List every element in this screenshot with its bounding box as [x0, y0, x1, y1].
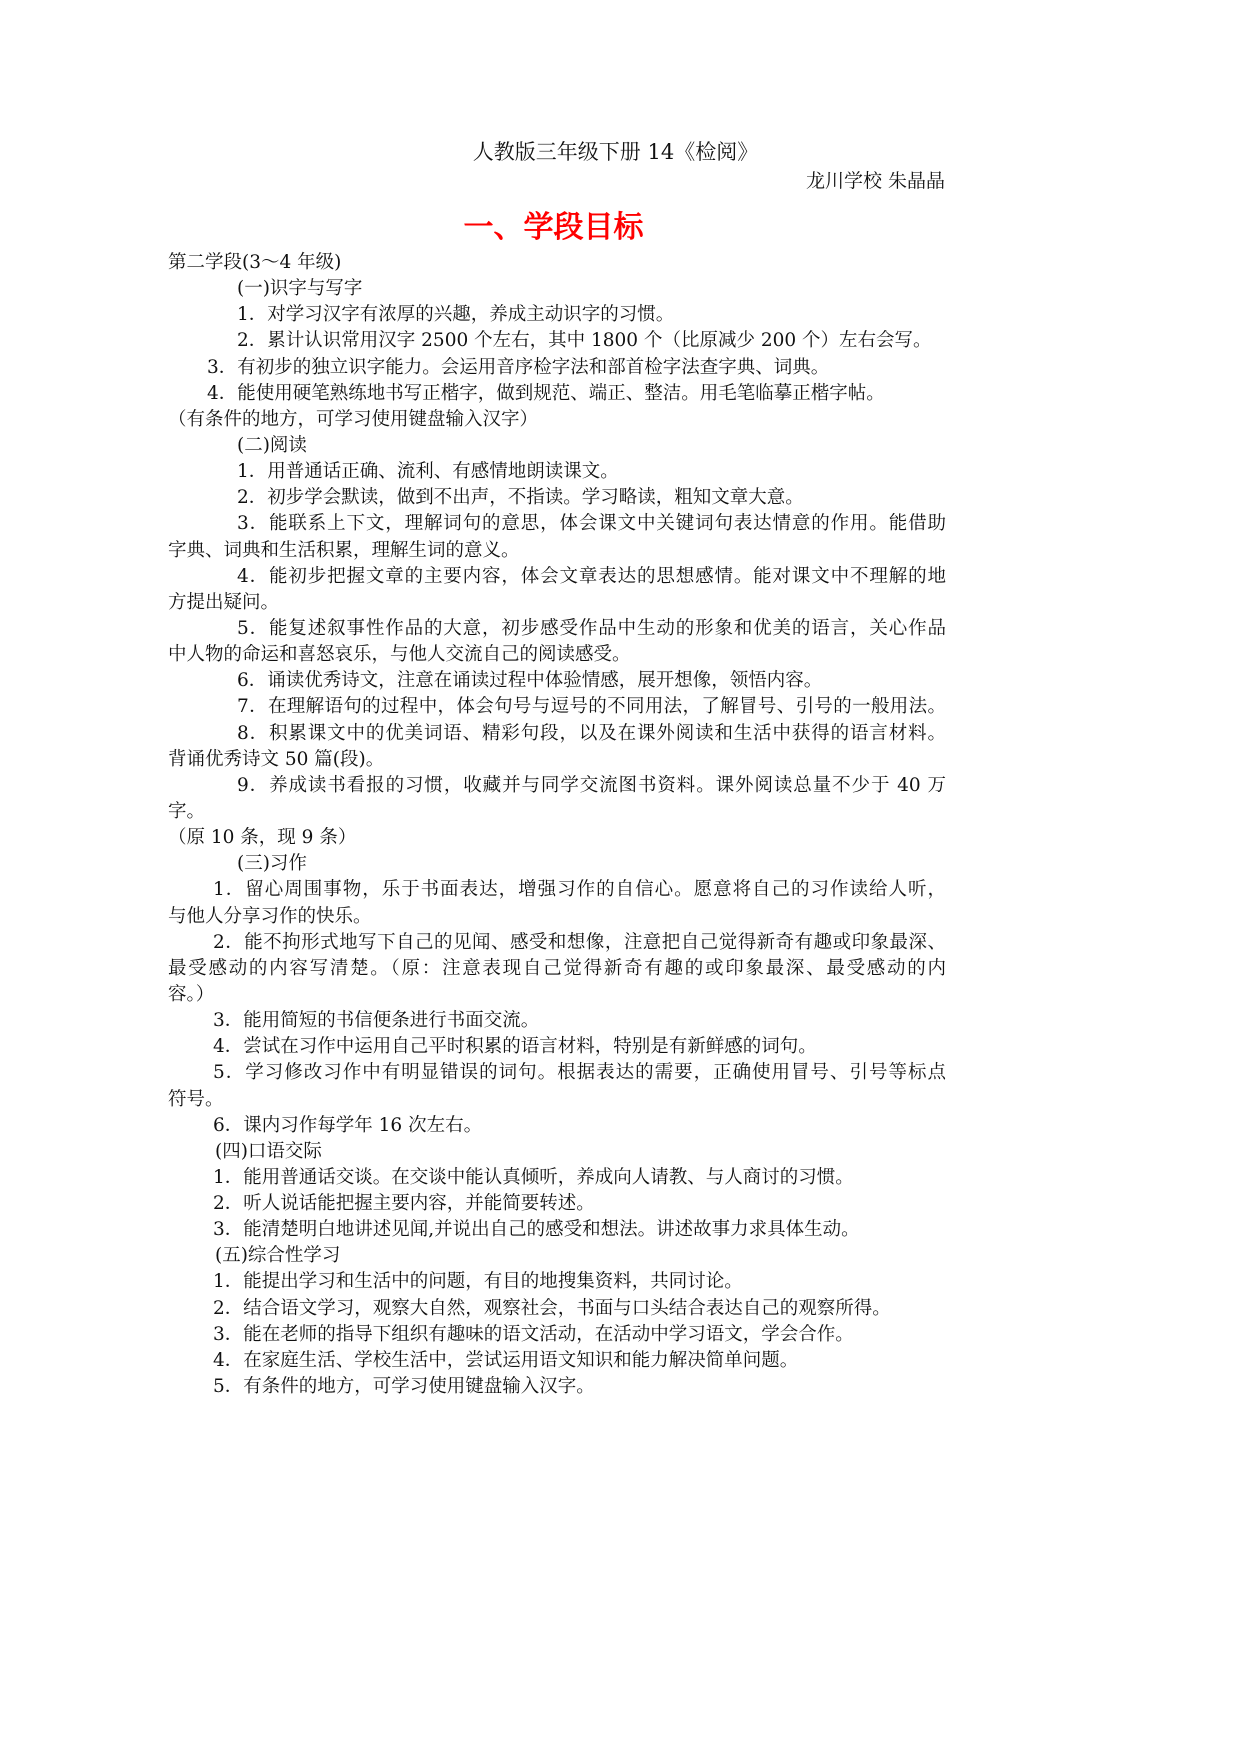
text-line: 字。: [168, 800, 206, 822]
text-line: 最受感动的内容写清楚。（原：注意表现自己觉得新奇有趣的或印象最深、最受感动的内: [168, 957, 946, 979]
text-line: 3．能联系上下文，理解词句的意思，体会课文中关键词句表达情意的作用。能借助: [237, 513, 946, 535]
text-line: （有条件的地方，可学习使用键盘输入汉字）: [168, 408, 539, 430]
text-line: 8．积累课文中的优美词语、精彩句段，以及在课外阅读和生活中获得的语言材料。: [237, 722, 946, 744]
author-line: 龙川学校 朱晶晶: [805, 170, 945, 192]
text-line: 4．在家庭生活、学校生活中，尝试运用语文知识和能力解决简单问题。: [213, 1349, 799, 1371]
text-line: 2．累计认识常用汉字 2500 个左右，其中 1800 个（比原减少 200 个）左右会写。: [237, 330, 932, 352]
text-line: 背诵优秀诗文 50 篇(段)。: [168, 748, 385, 770]
text-line: 方提出疑问。: [168, 591, 280, 613]
text-line: 4．尝试在习作中运用自己平时积累的语言材料，特别是有新鲜感的词句。: [213, 1036, 817, 1058]
text-line: 1．用普通话正确、流利、有感情地朗读课文。: [237, 461, 619, 483]
text-line: 字典、词典和生活积累，理解生词的意义。: [168, 539, 520, 561]
text-line: (三)习作: [237, 853, 307, 875]
text-line: (五)综合性学习: [215, 1245, 341, 1267]
document-title: [0, 136, 1241, 166]
text-line: 2．结合语文学习，观察大自然，观察社会，书面与口头结合表达自己的观察所得。: [213, 1297, 891, 1319]
text-line: 容。）: [168, 983, 215, 1005]
text-line: 6．诵读优秀诗文，注意在诵读过程中体验情感，展开想像，领悟内容。: [237, 670, 823, 692]
text-line: 1．留心周围事物，乐于书面表达，增强习作的自信心。愿意将自己的习作读给人听，: [213, 879, 946, 901]
text-line: 1．能用普通话交谈。在交谈中能认真倾听，养成向人请教、与人商讨的习惯。: [213, 1166, 854, 1188]
text-line: (四)口语交际: [215, 1140, 322, 1162]
text-line: 4．能初步把握文章的主要内容，体会文章表达的思想感情。能对课文中不理解的地: [237, 565, 946, 587]
text-line: 2．能不拘形式地写下自己的见闻、感受和想像，注意把自己觉得新奇有趣或印象最深、: [213, 931, 946, 953]
text-line: 1．对学习汉字有浓厚的兴趣，养成主动识字的习惯。: [237, 304, 675, 326]
document-body: [168, 250, 946, 1400]
text-line: 3．能在老师的指导下组织有趣味的语文活动，在活动中学习语文，学会合作。: [213, 1323, 854, 1345]
text-line: 2．初步学会默读，做到不出声，不指读。学习略读，粗知文章大意。: [237, 487, 804, 509]
text-line: (二)阅读: [237, 434, 307, 456]
text-line: 6．课内习作每学年 16 次左右。: [213, 1114, 483, 1136]
text-line: 2．听人说话能把握主要内容，并能简要转述。: [213, 1193, 595, 1215]
text-line: 7．在理解语句的过程中，体会句号与逗号的不同用法，了解冒号、引号的一般用法。: [237, 696, 946, 718]
text-line: 4．能使用硬笔熟练地书写正楷字，做到规范、端正、整洁。用毛笔临摹正楷字帖。: [207, 382, 885, 404]
text-line: （原 10 条，现 9 条）: [168, 827, 357, 849]
text-line: 3．能清楚明白地讲述见闻,并说出自己的感受和想法。讲述故事力求具体生动。: [213, 1219, 860, 1241]
text-line: (一)识字与写字: [237, 278, 363, 300]
text-line: 9．养成读书看报的习惯，收藏并与同学交流图书资料。课外阅读总量不少于 40 万: [237, 774, 946, 796]
document-title-text: 人教版三年级下册 14《检阅》: [472, 140, 759, 164]
text-line: 与他人分享习作的快乐。: [168, 905, 372, 927]
text-line: 3．能用简短的书信便条进行书面交流。: [213, 1010, 540, 1032]
text-line: 5．能复述叙事性作品的大意，初步感受作品中生动的形象和优美的语言，关心作品: [237, 617, 946, 639]
text-line: 第二学段(3～4 年级): [168, 252, 342, 273]
section-heading: 一、学段目标: [463, 210, 644, 245]
text-line: 中人物的命运和喜怒哀乐，与他人交流自己的阅读感受。: [168, 644, 631, 666]
text-line: 1．能提出学习和生活中的问题，有目的地搜集资料，共同讨论。: [213, 1271, 743, 1293]
text-line: 5．学习修改习作中有明显错误的词句。根据表达的需要，正确使用冒号、引号等标点: [213, 1062, 946, 1084]
text-line: 5．有条件的地方，可学习使用键盘输入汉字。: [213, 1376, 595, 1398]
text-line: 符号。: [168, 1088, 224, 1110]
text-line: 3．有初步的独立识字能力。会运用音序检字法和部首检字法查字典、词典。: [207, 356, 830, 378]
